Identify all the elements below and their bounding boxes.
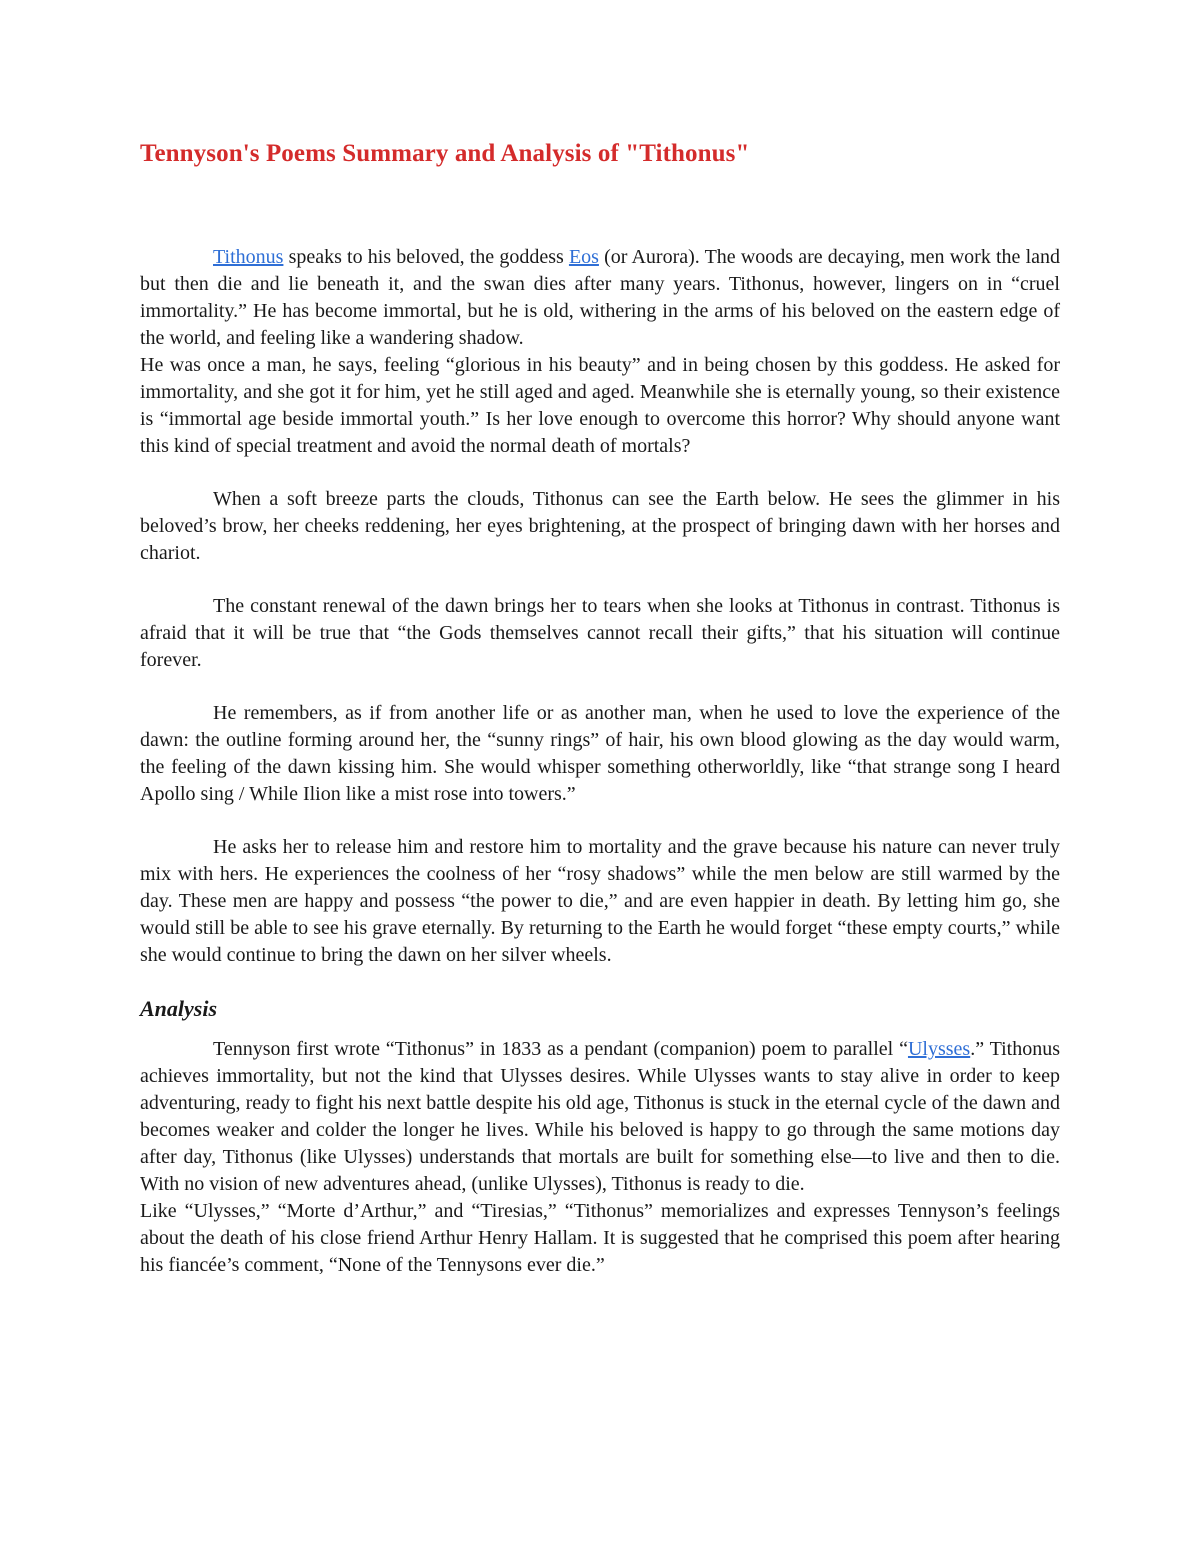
analysis-paragraph-2: Like “Ulysses,” “Morte d’Arthur,” and “Tiresias,” “Tithonus” memorializes and expresses Tennyson’s feelings about the death of his close friend Arthur Henry Hallam. It is suggested that he comprised this poem after hearing his fiancée’s comment, “None of the Tennysons ever die.” bbox=[140, 1200, 1060, 1276]
summary-paragraph-6: He asks her to release him and restore him to mortality and the grave because his nature can never truly mix with hers. He experiences the coolness of her “rosy shadows” while the men below are still warmed by the day. These men are happy and possess “the power to die,” and are even happier in death. By letting him go, she would still be able to see his grave eternally. By returning to the Earth he would forget “these empty courts,” while she would continue to bring the dawn on her silver wheels. bbox=[140, 836, 1060, 966]
summary-paragraph-4: The constant renewal of the dawn brings her to tears when she looks at Tithonus in contrast. Tithonus is afraid that it will be true that “the Gods themselves cannot recall their gifts,” that his situation will continue forever. bbox=[140, 595, 1060, 671]
summary-paragraph-1 bbox=[140, 244, 1060, 352]
analysis-paragraph-1 bbox=[140, 1036, 1060, 1198]
tithonus-link[interactable]: Tithonus bbox=[213, 246, 284, 268]
summary-paragraph-1-text-b: (or Aurora). The woods are decaying, men work the land but then die and lie beneath it, and the swan dies after many years. Tithonus, however, lingers on in “cruel immortality.” He has become immortal, but he is old, withering in the arms of his beloved on the eastern edge of the world, and feeling like a wandering shadow. bbox=[140, 246, 1061, 349]
eos-link[interactable]: Eos bbox=[568, 246, 599, 268]
analysis-paragraph-1-text-b: .” Tithonus achieves immortality, but not the kind that Ulysses desires. While Ulysses wants to stay alive in order to keep adventuring, ready to fight his next battle despite his old age, Tithonus is stuck in the eternal cycle of the dawn and becomes weaker and colder the longer he lives. While his beloved is happy to go through the same motions day after day, Tithonus (like Ulysses) understands that mortals are built for something else—to live and then to die. With no vision of new adventures ahead, (unlike Ulysses), Tithonus is ready to die. bbox=[140, 1038, 1060, 1195]
analysis-heading: Analysis bbox=[140, 996, 218, 1021]
summary-paragraph-3: When a soft breeze parts the clouds, Tithonus can see the Earth below. He sees the glimmer in his beloved’s brow, her cheeks reddening, her eyes brightening, at the prospect of bringing dawn with her horses and chariot. bbox=[140, 488, 1060, 564]
document-body bbox=[140, 244, 1060, 1279]
page-title: Tennyson's Poems Summary and Analysis of "Tithonus" bbox=[140, 140, 750, 167]
summary-paragraph-1-text-a: speaks to his beloved, the goddess bbox=[283, 246, 569, 268]
analysis-paragraph-1-text-a: Tennyson first wrote “Tithonus” in 1833 as a pendant (companion) poem to parallel “ bbox=[213, 1038, 908, 1060]
ulysses-link[interactable]: Ulysses bbox=[907, 1038, 971, 1060]
summary-paragraph-5: He remembers, as if from another life or as another man, when he used to love the experience of the dawn: the outline forming around her, the “sunny rings” of hair, his own blood glowing as the day would warm, the feeling of the dawn kissing him. She would whisper something otherworldly, like “that strange song I heard Apollo sing / While Ilion like a mist rose into towers.” bbox=[140, 702, 1060, 805]
summary-paragraph-2: He was once a man, he says, feeling “glorious in his beauty” and in being chosen by this goddess. He asked for immortality, and she got it for him, yet he still aged and aged. Meanwhile she is eternally young, so their existence is “immortal age beside immortal youth.” Is her love enough to overcome this horror? Why should anyone want this kind of special treatment and avoid the normal death of mortals? bbox=[140, 354, 1060, 457]
